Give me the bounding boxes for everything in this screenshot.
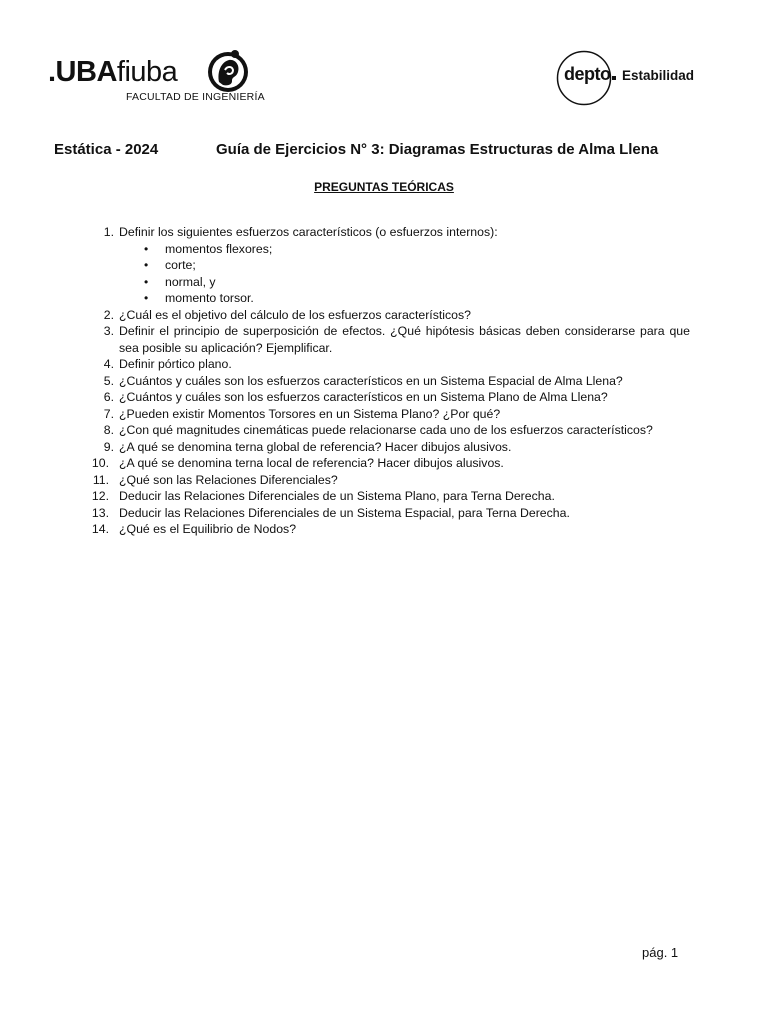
question-number: 2.	[103, 307, 114, 322]
question-item-10	[90, 455, 690, 472]
question-text: ¿A qué se denomina terna global de referencia? Hacer dibujos alusivos.	[119, 439, 512, 454]
question-item-1	[90, 224, 690, 307]
question-text: ¿Cuál es el objetivo del cálculo de los esfuerzos característicos?	[119, 307, 471, 322]
fiuba-emblem-icon	[205, 48, 251, 94]
depto-dot-icon	[612, 76, 616, 80]
bullet-item	[141, 290, 690, 307]
question-number: 10.	[91, 456, 109, 470]
question-item-8	[90, 422, 690, 439]
page-number: pág. 1	[642, 945, 679, 960]
bullet-text: normal, y	[165, 274, 216, 289]
question-text: ¿Con qué magnitudes cinemáticas puede relacionarse cada uno de los esfuerzos característicos?	[119, 423, 653, 437]
depto-estabilidad-logo	[556, 50, 716, 106]
bullet-icon: •	[144, 258, 149, 272]
bullet-icon: •	[144, 291, 149, 305]
question-item-4	[90, 356, 690, 373]
question-text: Definir los siguientes esfuerzos característicos (o esfuerzos internos):	[119, 225, 498, 239]
question-text: ¿Cuántos y cuáles son los esfuerzos característicos en un Sistema Espacial de Alma Llena?	[119, 373, 623, 388]
question-number: 3.	[103, 324, 114, 338]
question-text: Deducir las Relaciones Diferenciales de un Sistema Espacial, para Terna Derecha.	[119, 505, 570, 520]
bullet-icon: •	[144, 241, 149, 256]
question-item-13	[90, 505, 690, 522]
bullet-item	[141, 257, 690, 274]
uba-fiuba-logo	[48, 48, 265, 106]
question-number: 8.	[103, 423, 114, 437]
question-text: ¿A qué se denomina terna local de referencia? Hacer dibujos alusivos.	[119, 456, 504, 470]
guide-title: Guía de Ejercicios N° 3: Diagramas Estructuras de Alma Llena	[216, 141, 659, 158]
question-number: 13.	[91, 505, 109, 520]
question-item-6	[90, 389, 690, 406]
question-text: ¿Pueden existir Momentos Torsores en un Sistema Plano? ¿Por qué?	[119, 406, 501, 421]
bullet-text: corte;	[165, 258, 196, 272]
department-name: Estabilidad	[622, 68, 695, 83]
question-number: 11.	[92, 472, 109, 487]
question-item-12	[90, 488, 690, 505]
depto-word: depto	[564, 64, 611, 84]
faculty-subtitle: FACULTAD DE INGENIERÍA	[126, 91, 265, 103]
question-text: ¿Qué es el Equilibrio de Nodos?	[119, 522, 297, 536]
question-text: Deducir las Relaciones Diferenciales de un Sistema Plano, para Terna Derecha.	[119, 489, 555, 503]
question-list	[90, 224, 690, 538]
question-number: 14.	[91, 522, 109, 536]
question-text: Definir el principio de superposición de efectos. ¿Qué hipótesis básicas deben considerarse para que sea posible su aplicación? Ejemplificar.	[119, 324, 690, 355]
course-title: Estática - 2024	[54, 141, 159, 158]
question-item-3	[90, 323, 690, 356]
question-item-11	[90, 472, 690, 489]
bullet-text: momento torsor.	[165, 291, 254, 305]
section-heading: PREGUNTAS TEÓRICAS	[314, 180, 454, 194]
uba-wordmark-uba: .UBA	[48, 56, 117, 88]
question-number: 12.	[91, 489, 109, 503]
question-number: 6.	[103, 390, 114, 404]
question-number: 4.	[103, 357, 114, 371]
bullet-item	[141, 241, 690, 258]
question-number: 7.	[103, 406, 114, 421]
question-text: ¿Qué son las Relaciones Diferenciales?	[119, 472, 338, 487]
question-item-7	[90, 406, 690, 423]
bullet-text: momentos flexores;	[165, 241, 273, 256]
question-item-14	[90, 521, 690, 538]
internal-forces-list	[119, 241, 690, 307]
question-text: Definir pórtico plano.	[119, 357, 232, 371]
bullet-item	[141, 274, 690, 291]
question-item-9	[90, 439, 690, 456]
question-number: 9.	[103, 439, 114, 454]
question-item-2	[90, 307, 690, 324]
depto-wordmark	[564, 64, 616, 85]
uba-wordmark	[48, 56, 177, 88]
question-number: 5.	[103, 373, 114, 388]
question-text: ¿Cuántos y cuáles son los esfuerzos característicos en un Sistema Plano de Alma Llena?	[119, 390, 608, 404]
uba-wordmark-fiuba: fiuba	[116, 56, 178, 88]
bullet-icon: •	[144, 274, 149, 289]
question-item-5	[90, 373, 690, 390]
question-number: 1.	[103, 225, 114, 239]
